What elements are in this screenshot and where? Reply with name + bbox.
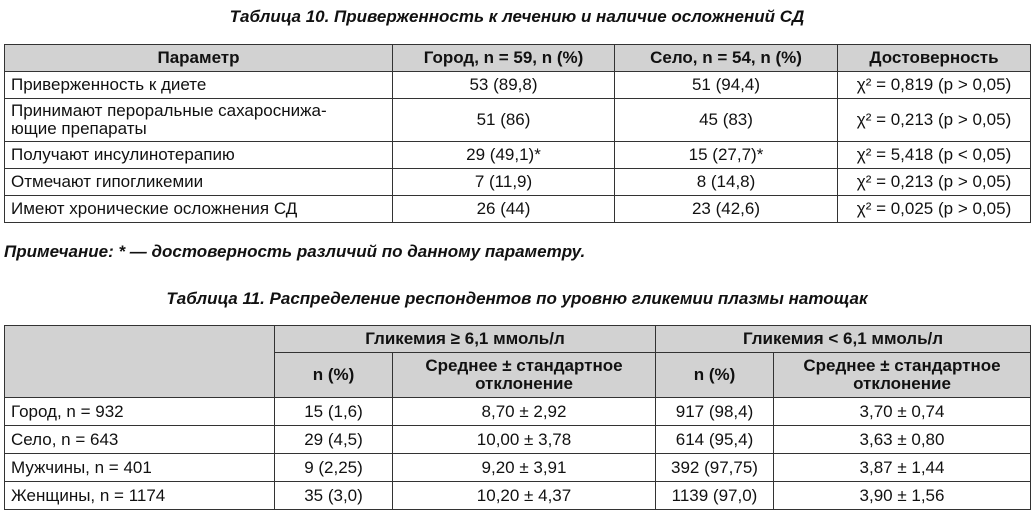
low-n-cell: 614 (95,4) <box>656 426 774 454</box>
table10-header-city: Город, n = 59, n (%) <box>393 45 615 72</box>
param-cell <box>5 99 393 142</box>
village-cell: 15 (27,7)* <box>615 142 838 169</box>
low-n-cell: 917 (98,4) <box>656 398 774 426</box>
city-cell: 29 (49,1)* <box>393 142 615 169</box>
header-line: Среднее ± стандартное <box>803 356 1001 375</box>
significance-cell: χ² = 5,418 (p < 0,05) <box>838 142 1031 169</box>
low-n-cell: 1139 (97,0) <box>656 482 774 510</box>
table-row <box>5 169 1031 196</box>
param-line: ющие препараты <box>11 119 147 138</box>
high-n-cell: 29 (4,5) <box>275 426 393 454</box>
village-cell: 23 (42,6) <box>615 196 838 223</box>
significance-cell: χ² = 0,025 (p > 0,05) <box>838 196 1031 223</box>
city-cell: 26 (44) <box>393 196 615 223</box>
table11-header-low-n: n (%) <box>656 353 774 398</box>
table-row <box>5 142 1031 169</box>
table-row <box>5 482 1031 510</box>
row-label-cell: Женщины, n = 1174 <box>5 482 275 510</box>
table10-header-row <box>5 45 1031 72</box>
high-mean-cell: 8,70 ± 2,92 <box>393 398 656 426</box>
village-cell: 51 (94,4) <box>615 72 838 99</box>
param-cell: Приверженность к диете <box>5 72 393 99</box>
village-cell: 45 (83) <box>615 99 838 142</box>
low-mean-cell: 3,90 ± 1,56 <box>774 482 1031 510</box>
table11 <box>4 325 1031 510</box>
row-label-cell: Село, n = 643 <box>5 426 275 454</box>
table10-caption: Таблица 10. Приверженность к лечению и наличие осложнений СД <box>229 7 805 26</box>
low-mean-cell: 3,63 ± 0,80 <box>774 426 1031 454</box>
table10-header-significance: Достоверность <box>838 45 1031 72</box>
city-cell: 53 (89,8) <box>393 72 615 99</box>
high-mean-cell: 10,20 ± 4,37 <box>393 482 656 510</box>
table10 <box>4 44 1031 223</box>
header-line: Среднее ± стандартное <box>425 356 623 375</box>
high-n-cell: 35 (3,0) <box>275 482 393 510</box>
table11-caption: Таблица 11. Распределение респондентов по уровню гликемии плазмы натощак <box>166 289 868 308</box>
param-cell: Получают инсулинотерапию <box>5 142 393 169</box>
city-cell: 51 (86) <box>393 99 615 142</box>
table-row <box>5 72 1031 99</box>
table-row <box>5 454 1031 482</box>
table10-header-param: Параметр <box>5 45 393 72</box>
table10-header-village: Село, n = 54, n (%) <box>615 45 838 72</box>
header-line: отклонение <box>475 374 573 393</box>
param-line: Принимают пероральные сахароснижа- <box>11 101 327 120</box>
header-line: отклонение <box>853 374 951 393</box>
table-row <box>5 426 1031 454</box>
high-mean-cell: 9,20 ± 3,91 <box>393 454 656 482</box>
low-mean-cell: 3,70 ± 0,74 <box>774 398 1031 426</box>
row-label-cell: Мужчины, n = 401 <box>5 454 275 482</box>
low-mean-cell: 3,87 ± 1,44 <box>774 454 1031 482</box>
row-label-cell: Город, n = 932 <box>5 398 275 426</box>
table11-header-high-mean <box>393 353 656 398</box>
param-cell: Отмечают гипогликемии <box>5 169 393 196</box>
table11-header-low-mean <box>774 353 1031 398</box>
significance-cell: χ² = 0,213 (p > 0,05) <box>838 169 1031 196</box>
significance-cell: χ² = 0,213 (p > 0,05) <box>838 99 1031 142</box>
high-mean-cell: 10,00 ± 3,78 <box>393 426 656 454</box>
param-cell: Имеют хронические осложнения СД <box>5 196 393 223</box>
low-n-cell: 392 (97,75) <box>656 454 774 482</box>
significance-cell: χ² = 0,819 (p > 0,05) <box>838 72 1031 99</box>
table-row <box>5 99 1031 142</box>
high-n-cell: 9 (2,25) <box>275 454 393 482</box>
high-n-cell: 15 (1,6) <box>275 398 393 426</box>
table11-header-low: Гликемия < 6,1 ммоль/л <box>656 326 1031 353</box>
table11-group-header-row <box>5 326 1031 353</box>
table-row <box>5 196 1031 223</box>
city-cell: 7 (11,9) <box>393 169 615 196</box>
table11-corner-cell <box>5 326 275 398</box>
table11-header-high-n: n (%) <box>275 353 393 398</box>
table-row <box>5 398 1031 426</box>
table11-header-high: Гликемия ≥ 6,1 ммоль/л <box>275 326 656 353</box>
table10-note: Примечание: * — достоверность различий по данному параметру. <box>4 242 586 261</box>
village-cell: 8 (14,8) <box>615 169 838 196</box>
